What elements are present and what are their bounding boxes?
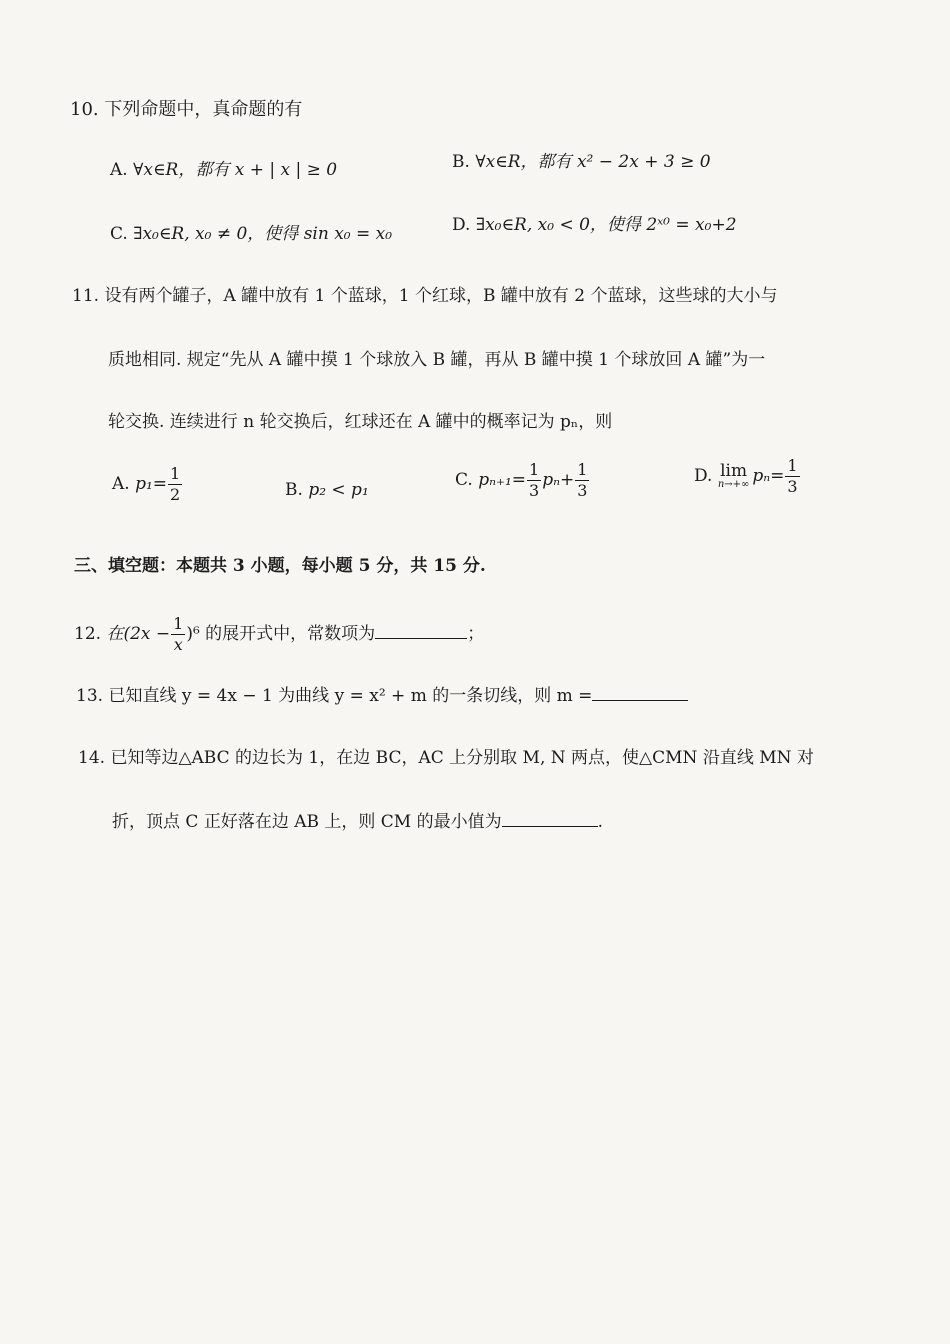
q11-option-c-numerator-2: 1 xyxy=(577,460,588,479)
q12-numerator: 1 xyxy=(173,614,184,633)
q11-option-c-denominator-2: 3 xyxy=(577,481,588,500)
q10-option-a-text: ∀x∈R，都有 x + | x | ≥ 0 xyxy=(133,160,338,180)
q11-option-a-numerator: 1 xyxy=(170,464,181,483)
q11-option-a-denominator: 2 xyxy=(170,485,181,504)
q11-option-b-text: p₂ < p₁ xyxy=(308,480,369,500)
q12-denominator: x xyxy=(173,635,183,654)
q12-line xyxy=(74,616,484,653)
q10-stem: 下列命题中，真命题的有 xyxy=(104,99,303,120)
q14-number: 14. xyxy=(78,748,106,768)
section-3-heading: 三、填空题：本题共 3 小题，每小题 5 分，共 15 分. xyxy=(74,556,486,576)
q11-option-b-label: B. xyxy=(285,480,303,500)
q11-option-d-limit xyxy=(718,463,750,490)
q11-option-d-lim-sub: n→+∞ xyxy=(717,479,750,490)
q11-option-c-lhs: pₙ₊₁= xyxy=(478,470,527,490)
q11-line-2: 质地相同. 规定“先从 A 罐中摸 1 个球放入 B 罐，再从 B 罐中摸 1 个球放回 A 罐”为一 xyxy=(108,350,766,370)
q10-option-d-text: ∃x₀∈R, x₀ < 0，使得 2ˣ⁰ = x₀+2 xyxy=(475,215,737,235)
q14-end: . xyxy=(597,812,604,832)
q13-answer-blank xyxy=(592,684,688,701)
q12-number: 12. xyxy=(74,624,102,644)
q10-option-c xyxy=(110,222,392,246)
q14-line-1 xyxy=(78,746,814,770)
q10-option-a xyxy=(110,158,337,182)
q11-option-d xyxy=(694,458,801,495)
q10-number: 10. xyxy=(70,99,99,120)
q14-line-1-text: 已知等边△ABC 的边长为 1，在边 BC，AC 上分别取 M, N 两点，使△CMN 沿直线 MN 对 xyxy=(110,748,814,768)
q11-option-d-denominator: 3 xyxy=(787,477,798,496)
q12-post: )⁶ 的展开式中，常数项为 xyxy=(186,624,376,644)
q11-option-d-lhs: pₙ= xyxy=(752,466,785,486)
q10-option-d-label: D. xyxy=(452,215,471,235)
q10-option-c-label: C. xyxy=(110,224,128,244)
q11-option-c-fraction-2 xyxy=(575,462,589,499)
q10-option-b xyxy=(452,150,711,174)
q12-end: ； xyxy=(467,624,485,644)
q11-option-a xyxy=(112,466,183,503)
q11-option-d-numerator: 1 xyxy=(787,456,798,475)
q10-option-a-label: A. xyxy=(110,160,128,180)
q11-option-a-label: A. xyxy=(112,474,130,494)
q11-option-d-fraction xyxy=(785,458,799,495)
q11-number: 11. xyxy=(72,286,100,306)
q10-stem-line xyxy=(70,98,302,122)
q11-option-a-lhs: p₁= xyxy=(135,474,168,494)
q12-pre: 在(2x − xyxy=(106,624,171,644)
q14-line-2 xyxy=(112,810,603,834)
q12-answer-blank xyxy=(375,622,467,639)
q11-option-c-mid: pₙ+ xyxy=(542,470,575,490)
q11-option-a-fraction xyxy=(168,466,182,503)
q14-line-2-text: 折，顶点 C 正好落在边 AB 上，则 CM 的最小值为 xyxy=(112,812,502,832)
q11-option-d-label: D. xyxy=(694,466,713,486)
q11-option-c xyxy=(455,462,590,499)
q11-option-b xyxy=(285,478,369,502)
q10-option-d xyxy=(452,213,737,237)
q10-option-b-label: B. xyxy=(452,152,470,172)
q11-option-c-numerator-1: 1 xyxy=(529,460,540,479)
q12-fraction xyxy=(171,616,185,653)
q13-line xyxy=(76,684,688,708)
q11-option-c-fraction-1 xyxy=(527,462,541,499)
q13-text: 已知直线 y = 4x − 1 为曲线 y = x² + m 的一条切线，则 m = xyxy=(108,686,593,706)
q11-line-3: 轮交换. 连续进行 n 轮交换后，红球还在 A 罐中的概率记为 pₙ，则 xyxy=(108,412,613,432)
q11-option-d-lim-word: lim xyxy=(720,461,748,481)
q11-option-c-denominator-1: 3 xyxy=(529,481,540,500)
q11-line-1-text: 设有两个罐子，A 罐中放有 1 个蓝球，1 个红球，B 罐中放有 2 个蓝球，这些球的大小与 xyxy=(104,286,778,306)
q10-option-c-text: ∃x₀∈R, x₀ ≠ 0，使得 sin x₀ = x₀ xyxy=(133,224,393,244)
q14-answer-blank xyxy=(502,810,598,827)
q10-option-b-text: ∀x∈R，都有 x² − 2x + 3 ≥ 0 xyxy=(475,152,711,172)
q11-option-c-label: C. xyxy=(455,470,473,490)
q13-number: 13. xyxy=(76,686,104,706)
q11-line-1 xyxy=(72,284,778,308)
